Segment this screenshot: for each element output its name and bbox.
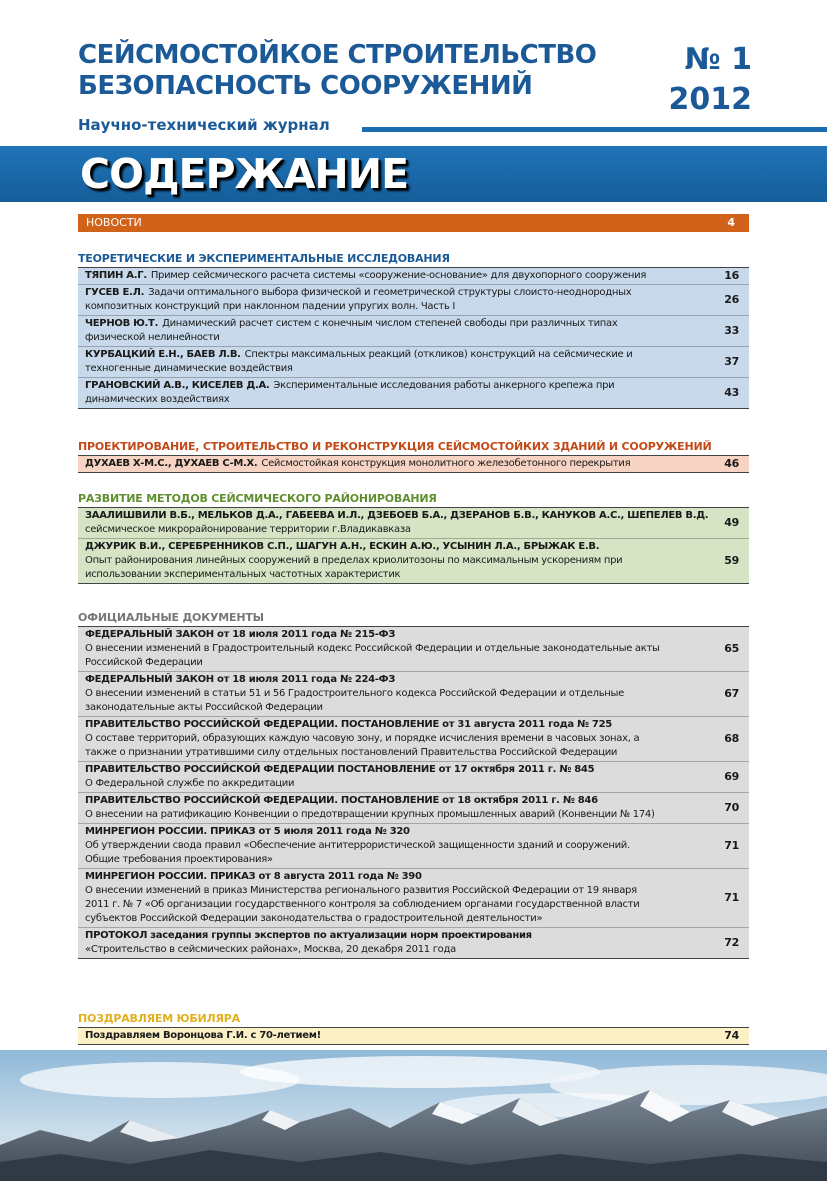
entry-page-number: 68 — [724, 732, 739, 745]
entry-title-line: 2011 г. № 7 «Об организации государственного контроля за соблюдением органами государственной власти — [85, 899, 640, 910]
entry-page-number: 69 — [724, 770, 739, 783]
entry-page-number: 71 — [724, 891, 739, 904]
toc-entry[interactable] — [78, 762, 749, 793]
entry-title-line: Российской Федерации — [85, 657, 203, 668]
entry-title-line: О внесении изменений в статьи 51 и 56 Градостроительного кодекса Российской Федерации и отдельные — [85, 688, 624, 699]
entry-page-number: 71 — [724, 839, 739, 852]
entry-page-number: 37 — [724, 355, 739, 368]
entry-authors: ДЖУРИК В.И., СЕРЕБРЕННИКОВ С.П., ШАГУН А.Н., ЕСКИН А.Ю., УСЫНИН Л.А., БРЫЖАК Е.В. — [85, 541, 600, 552]
issue-year: 2012 — [668, 82, 752, 117]
entry-title-line: Задачи оптимального выбора физической и геометрической структуры слоисто-неоднородных — [148, 287, 632, 298]
entry-title-line: сейсмическое микрорайонирование территории г.Владикавказа — [85, 524, 411, 535]
section-design — [78, 439, 749, 473]
section-official — [78, 610, 749, 959]
entry-authors: ПРАВИТЕЛЬСТВО РОССИЙСКОЙ ФЕДЕРАЦИИ ПОСТАНОВЛЕНИЕ от 17 октября 2011 г. № 845 — [85, 764, 595, 775]
entry-title-line: «Строительство в сейсмических районах», Москва, 20 декабря 2011 года — [85, 944, 456, 955]
toc-entry[interactable] — [78, 508, 749, 539]
entry-title-line: Общие требования проектирования» — [85, 854, 273, 865]
section-heading: ПРОЕКТИРОВАНИЕ, СТРОИТЕЛЬСТВО И РЕКОНСТРУКЦИЯ СЕЙСМОСТОЙКИХ ЗДАНИЙ И СООРУЖЕНИЙ — [78, 440, 712, 453]
toc-news[interactable] — [78, 214, 749, 232]
toc-entry[interactable] — [78, 824, 749, 869]
section-heading: ПОЗДРАВЛЯЕМ ЮБИЛЯРА — [78, 1012, 240, 1025]
journal-title-line1: СЕЙСМОСТОЙКОЕ СТРОИТЕЛЬСТВО — [78, 40, 597, 70]
toc-entry[interactable] — [78, 378, 749, 408]
toc-entry[interactable] — [78, 456, 749, 472]
entry-authors: ЧЕРНОВ Ю.Т. — [85, 318, 159, 329]
entry-authors: ПРОТОКОЛ заседания группы экспертов по актуализации норм проектирования — [85, 930, 532, 941]
entry-page-number: 74 — [724, 1029, 739, 1042]
toc-entry[interactable] — [78, 268, 749, 285]
toc-entry[interactable] — [78, 869, 749, 928]
entry-authors: КУРБАЦКИЙ Е.Н., БАЕВ Л.В. — [85, 349, 241, 360]
entry-page-number: 49 — [724, 516, 739, 529]
toc-entry[interactable] — [78, 1028, 749, 1044]
entry-title-line: О Федеральной службе по аккредитации — [85, 778, 295, 789]
entry-authors: ДУХАЕВ Х-М.С., ДУХАЕВ С-М.Х. — [85, 458, 258, 469]
issue-number: № 1 — [684, 42, 752, 77]
entry-page-number: 26 — [724, 293, 739, 306]
toc-entry[interactable] — [78, 347, 749, 378]
entry-authors: ГРАНОВСКИЙ А.В., КИСЕЛЕВ Д.А. — [85, 380, 270, 391]
mountain-landscape-image — [0, 1050, 827, 1181]
entry-title-line: Динамический расчет систем с конечным числом степеней свободы при различных типах — [162, 318, 618, 329]
entry-title-line: О внесении изменений в Градостроительный кодекс Российской Федерации и отдельные законодательные акты — [85, 643, 660, 654]
section-heading: ТЕОРЕТИЧЕСКИЕ И ЭКСПЕРИМЕНТАЛЬНЫЕ ИССЛЕДОВАНИЯ — [78, 252, 450, 265]
section-entries — [78, 267, 749, 409]
entry-title-line: композитных конструкций при наклонном падении упругих волн. Часть I — [85, 301, 456, 312]
entry-title-line: Спектры максимальных реакций (откликов) конструкций на сейсмические и — [244, 349, 633, 360]
entry-page-number: 16 — [724, 269, 739, 282]
entry-authors: ЗААЛИШВИЛИ В.Б., МЕЛЬКОВ Д.А., ГАБЕЕВА И.Л., ДЗЕБОЕВ Б.А., ДЗЕРАНОВ Б.В., КАНУКОВ А.С., ШЕПЕЛЕВ В.Д. — [85, 510, 709, 521]
section-entries — [78, 507, 749, 584]
entry-title-line: законодательные акты Российской Федерации — [85, 702, 323, 713]
toc-entry[interactable] — [78, 627, 749, 672]
toc-entry[interactable] — [78, 928, 749, 958]
section-heading: ОФИЦИАЛЬНЫЕ ДОКУМЕНТЫ — [78, 611, 264, 624]
entry-title-line: Опыт районирования линейных сооружений в пределах криолитозоны по максимальным ускорениям при — [85, 555, 623, 566]
toc-entry[interactable] — [78, 285, 749, 316]
journal-title — [78, 40, 598, 102]
entry-authors: ГУСЕВ Е.Л. — [85, 287, 145, 298]
section-heading: РАЗВИТИЕ МЕТОДОВ СЕЙСМИЧЕСКОГО РАЙОНИРОВАНИЯ — [78, 492, 437, 505]
entry-authors: ПРАВИТЕЛЬСТВО РОССИЙСКОЙ ФЕДЕРАЦИИ. ПОСТАНОВЛЕНИЕ от 31 августа 2011 года № 725 — [85, 719, 612, 730]
entry-authors: МИНРЕГИОН РОССИИ. ПРИКАЗ от 8 августа 2011 года № 390 — [85, 871, 422, 882]
entry-page-number: 65 — [724, 642, 739, 655]
entry-title-line: Сейсмостойкая конструкция монолитного железобетонного перекрытия — [261, 458, 631, 469]
section-zoning — [78, 491, 749, 584]
toc-entry[interactable] — [78, 793, 749, 824]
entry-authors: ТЯПИН А.Г. — [85, 270, 147, 281]
entry-title-line: Экспериментальные исследования работы анкерного крепежа при — [273, 380, 615, 391]
section-entries — [78, 1027, 749, 1045]
journal-title-line2: БЕЗОПАСНОСТЬ СООРУЖЕНИЙ — [78, 71, 533, 101]
toc-entry[interactable] — [78, 539, 749, 583]
entry-title-line: О внесении изменений в приказ Министерства регионального развития Российской Федерации от 19 января — [85, 885, 637, 896]
contents-heading: СОДЕРЖАНИЕ — [80, 150, 409, 198]
entry-page-number: 67 — [724, 687, 739, 700]
section-jubilee — [78, 1011, 749, 1045]
entry-page-number: 46 — [724, 457, 739, 470]
journal-subtitle: Научно-технический журнал — [78, 116, 330, 134]
section-entries — [78, 455, 749, 473]
entry-page-number: 33 — [724, 324, 739, 337]
entry-page-number: 43 — [724, 386, 739, 399]
toc-entry[interactable] — [78, 316, 749, 347]
issue-info — [640, 40, 752, 120]
header-rule — [362, 127, 827, 132]
entry-title-line: Об утверждении свода правил «Обеспечение антитеррористической защищенности зданий и сооружений. — [85, 840, 630, 851]
toc-entry[interactable] — [78, 672, 749, 717]
entry-authors: ПРАВИТЕЛЬСТВО РОССИЙСКОЙ ФЕДЕРАЦИИ. ПОСТАНОВЛЕНИЕ от 18 октября 2011 г. № 846 — [85, 795, 598, 806]
entry-authors: ФЕДЕРАЛЬНЫЙ ЗАКОН от 18 июля 2011 года № 224-ФЗ — [85, 674, 396, 685]
news-label: НОВОСТИ — [86, 216, 142, 229]
entry-title-line: техногенные динамические воздействия — [85, 363, 293, 374]
toc-entry[interactable] — [78, 717, 749, 762]
entry-page-number: 70 — [724, 801, 739, 814]
entry-title-line: динамических воздействиях — [85, 394, 230, 405]
entry-authors: МИНРЕГИОН РОССИИ. ПРИКАЗ от 5 июля 2011 года № 320 — [85, 826, 410, 837]
entry-title-line: субъектов Российской Федерации законодательства о градостроительной деятельности» — [85, 913, 543, 924]
entry-page-number: 72 — [724, 936, 739, 949]
entry-page-number: 59 — [724, 554, 739, 567]
entry-authors: Поздравляем Воронцова Г.И. с 70-летием! — [85, 1030, 321, 1041]
entry-title-line: использовании экспериментальных частотных характеристик — [85, 569, 401, 580]
entry-authors: ФЕДЕРАЛЬНЫЙ ЗАКОН от 18 июля 2011 года № 215-ФЗ — [85, 629, 396, 640]
news-page: 4 — [727, 216, 735, 229]
entry-title-line: О составе территорий, образующих каждую часовую зону, и порядке исчисления времени в часовых зонах, а — [85, 733, 640, 744]
entry-title-line: Пример сейсмического расчета системы «сооружение-основание» для двухопорного сооружения — [150, 270, 647, 281]
entry-title-line: также о признании утратившими силу отдельных постановлений Правительства Российской Федерации — [85, 747, 618, 758]
section-theory — [78, 251, 749, 409]
entry-title-line: О внесении на ратификацию Конвенции о предотвращении крупных промышленных аварий (Конвенции № 174) — [85, 809, 655, 820]
section-entries — [78, 626, 749, 959]
entry-title-line: физической нелинейности — [85, 332, 220, 343]
